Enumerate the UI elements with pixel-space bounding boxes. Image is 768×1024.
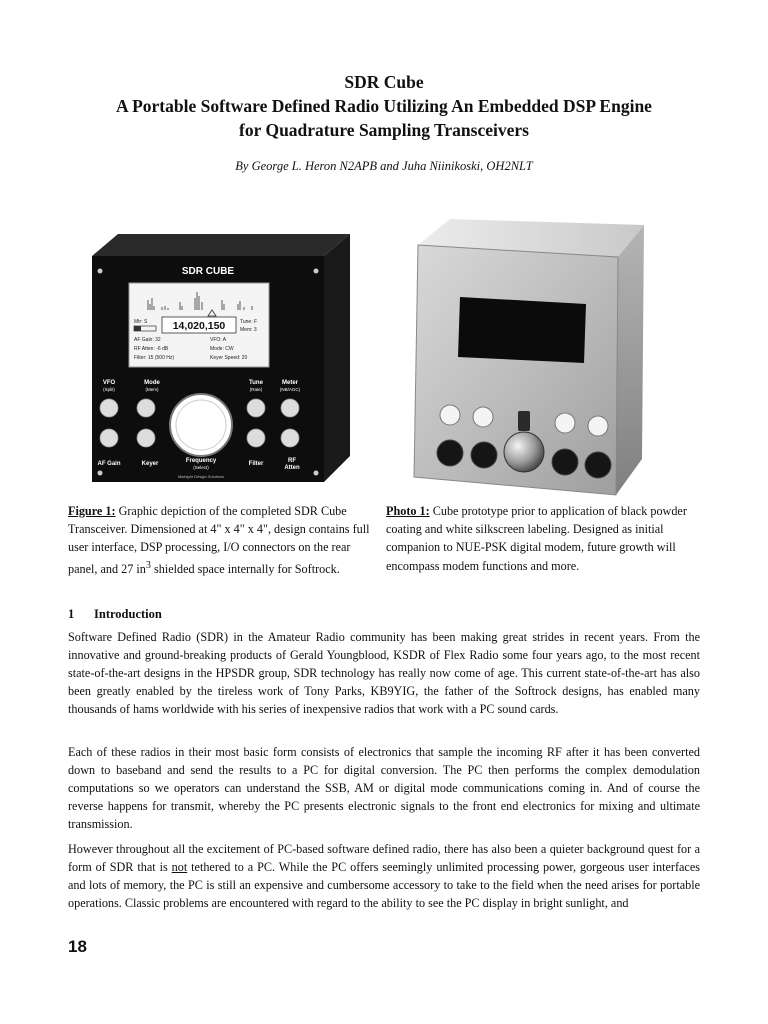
photo-knob-1 <box>437 440 463 466</box>
tune-sub-label: (Rate) <box>249 387 263 392</box>
vfo-sub-label: (Split) <box>103 387 115 392</box>
frequency-knob <box>170 394 232 456</box>
section-title: Introduction <box>94 607 162 621</box>
filter-label: Filter <box>248 461 264 467</box>
photo-button-3 <box>555 413 575 433</box>
title-line-3: for Quadrature Sampling Transceivers <box>239 120 529 140</box>
frequency-label: Frequency <box>185 458 217 464</box>
title-line-2: A Portable Software Defined Radio Utilizing An Embedded DSP Engine <box>116 96 652 116</box>
meter-label: Mtr: S <box>134 319 148 325</box>
frequency-readout: 14,020,150 <box>172 320 226 332</box>
tune-button <box>247 399 265 417</box>
maker-label: Midnight Design Solutions <box>177 474 225 479</box>
keyer-speed-readout: Keyer Speed: 20 <box>210 355 248 361</box>
rf-atten-button <box>281 429 299 447</box>
photo-button-1 <box>440 405 460 425</box>
photo-knob-2 <box>471 442 497 468</box>
keyer-label: Keyer <box>141 461 159 467</box>
keyer-button <box>137 429 155 447</box>
paragraph-3-part-a: However throughout all the excitement of PC-based software defined radio, there has also been a quieter background quest for a form of SDR that is <box>68 842 700 874</box>
meter-sub-label: (NB/AGC) <box>279 387 301 392</box>
photo-tuning-knob <box>504 432 544 472</box>
panel-title: SDR CUBE <box>181 266 235 277</box>
figure-1-caption <box>68 502 374 578</box>
photo-knob-4 <box>585 452 611 478</box>
vfo-label: VFO <box>102 380 116 386</box>
mode-label: Mode <box>144 380 160 386</box>
tune-readout: Tune: F <box>240 319 258 325</box>
mode-button <box>137 399 155 417</box>
paragraph-3-underlined-word: not <box>171 860 188 874</box>
byline: By George L. Heron N2APB and Juha Niinikoski, OH2NLT <box>235 159 533 173</box>
figure-1-sdr-cube-drawing <box>92 228 362 490</box>
figure-1-caption-text-b: shielded space internally for Softrock. <box>150 561 340 576</box>
photo-button-4 <box>588 416 608 436</box>
figure-1-caption-text-a: Graphic depiction of the completed SDR Cube Transceiver. Dimensioned at 4" x 4" x 4", design contains full user interface, DSP processing, I/O connectors on the rear panel, and 27 in <box>68 504 370 576</box>
vfo-readout: VFO: A <box>210 337 227 343</box>
photo-button-2 <box>473 407 493 427</box>
meter-button <box>281 399 299 417</box>
paragraph-3 <box>68 840 700 912</box>
figure-1-caption-label: Figure 1: <box>68 504 116 518</box>
paragraph-2: Each of these radios in their most basic form consists of electronics that sample the incoming RF after it has been converted down to baseband and send the results to a PC for digital conversion. The PC then performs the complex demodulation computations so we operators can understand the SSB, AM or digital mode communications coming in. And of course the reverse happens for transmit, whereby the PC presents electronic signals to the front end electronics for mixing and ultimate transmission. <box>68 745 700 831</box>
paragraph-3-part-b: tethered to a PC. While the PC offers seemingly unlimited processing power, gorgeous user interfaces and lots of memory, the PC is still an expensive and cumbersome accessory to take to the field when the need arises for portable operations. Classic problems are encountered with regard to the ability to see the PC display in bright sunlight, and <box>68 860 700 910</box>
tune-label: Tune <box>249 380 263 386</box>
photo-knob-3 <box>552 449 578 475</box>
rf-label: RF <box>288 458 296 464</box>
title-line-1: SDR Cube <box>344 72 424 92</box>
section-number: 1 <box>68 607 75 621</box>
photo-1-cube-prototype <box>410 215 650 497</box>
atten-label: Atten <box>284 465 300 471</box>
mode-readout: Mode: CW <box>210 346 234 352</box>
section-heading <box>68 607 162 622</box>
paragraph-1: Software Defined Radio (SDR) in the Amateur Radio community has been making great strides in recent years. From the innovative and ground-breaking products of Gerald Youngblood, KSDR of Flex Radio some four years ago, to the most recent state-of-the-art designs in the HPSDR group, SDR technology has really now come of age. This current state-of-the-art has also been greatly enabled by the tireless work of Tony Parks, KB9YIG, the father of the Softrock designs, has enabled many thousands of hams worldwide with his series of inexpensive radios that work with a PC sound cards. <box>68 630 700 716</box>
meter-label-text: Meter <box>281 380 299 386</box>
page-number: 18 <box>68 937 87 956</box>
photo-1-caption-text: Cube prototype prior to application of black powder coating and white silkscreen labeling. Designed as initial companion to NUE-PSK digital modem, future growth will encompass modem functions and more. <box>386 504 687 573</box>
filter-readout: Filter: 15 (500 Hz) <box>134 355 175 361</box>
filter-button <box>247 429 265 447</box>
af-gain-label: AF Gain <box>97 461 121 467</box>
af-gain-readout: AF Gain: 32 <box>134 337 161 343</box>
photo-1-caption <box>386 502 696 575</box>
photo-1-caption-label: Photo 1: <box>386 504 430 518</box>
figure-1-caption-sup: 3 <box>145 559 151 571</box>
frequency-sub-label: (Select) <box>193 465 209 470</box>
mode-sub-label: (Mem) <box>145 387 159 392</box>
mem-readout: Mem: 3 <box>240 327 257 333</box>
rf-atten-readout: RF Atten: -6 dB <box>134 346 169 352</box>
af-gain-button <box>100 429 118 447</box>
vfo-button <box>100 399 118 417</box>
